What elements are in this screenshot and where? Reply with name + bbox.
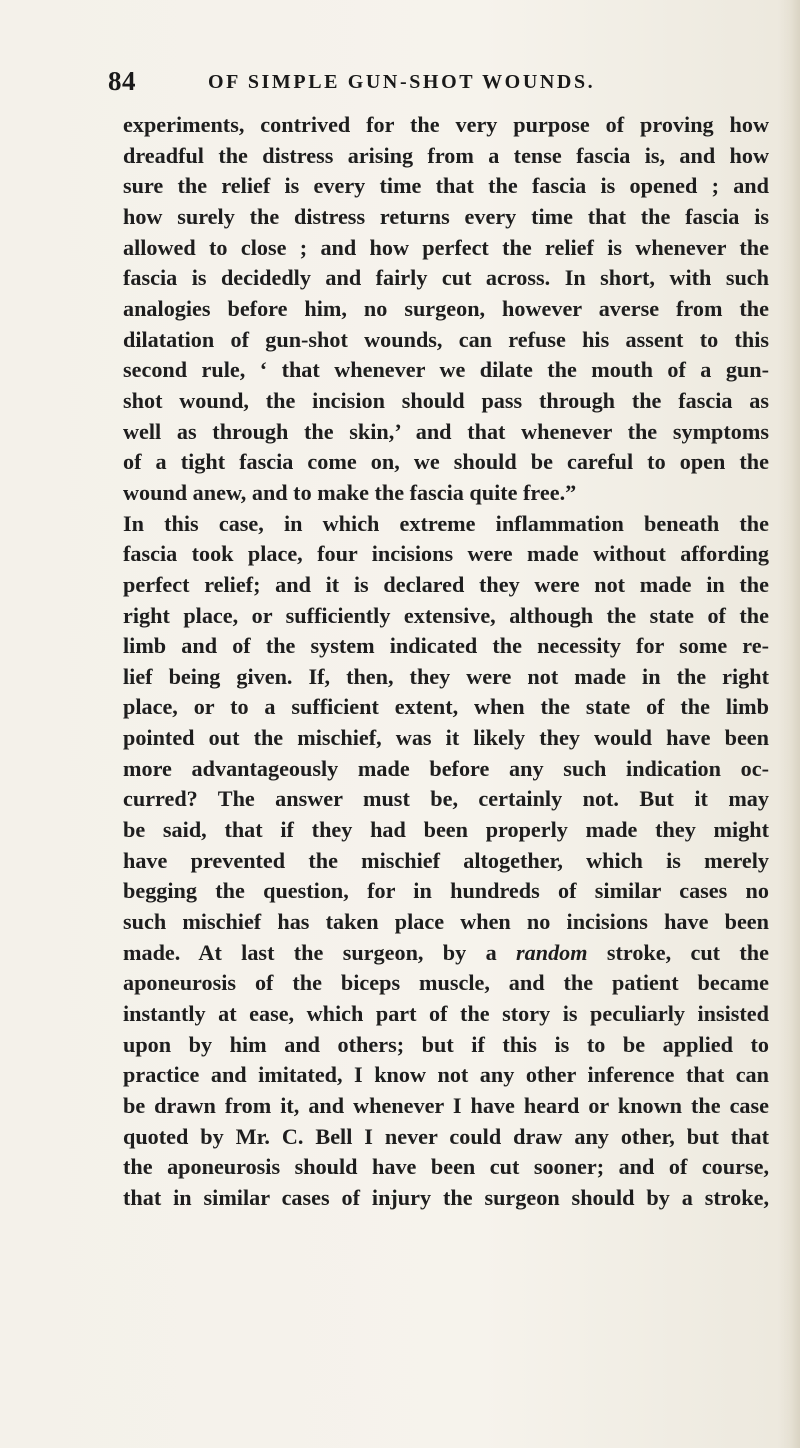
text-line: fascia took place, four incisions were made without affording [123,541,769,567]
text-line: upon by him and others; but if this is to be applied to [123,1031,769,1057]
text-line: begging the question, for in hundreds of similar cases no [123,878,769,904]
text-line: quoted by Mr. C. Bell I never could draw any other, but that [123,1123,769,1149]
text-line: more advantageously made before any such indication oc- [123,755,769,781]
text-line: aponeurosis of the biceps muscle, and the patient became [123,970,769,996]
text-line: place, or to a sufficient extent, when the state of the limb [123,694,769,720]
text-line: such mischief has taken place when no incisions have been [123,909,769,935]
text-line: curred? The answer must be, certainly not. But it may [123,786,769,812]
text-line: In this case, in which extreme inflammation beneath the [123,510,769,536]
text-segment: stroke, cut the [587,939,769,965]
text-line: be said, that if they had been properly made they might [123,817,769,843]
text-line: experiments, contrived for the very purpose of proving how [123,112,769,137]
text-line: that in similar cases of injury the surgeon should by a stroke, [123,1184,769,1210]
text-segment: made. At last the surgeon, by a [123,939,516,965]
text-line: be drawn from it, and whenever I have heard or known the case [123,1093,769,1118]
text-line: dreadful the distress arising from a tense fascia is, and how [123,142,769,168]
paragraph-2 [123,509,769,1214]
text-line: practice and imitated, I know not any other inference that can [123,1062,769,1088]
page-edge-shadow [778,0,800,1448]
text-line: right place, or sufficiently extensive, although the state of the [123,602,769,628]
text-line-with-italic [123,938,769,969]
text-line: dilatation of gun-shot wounds, can refuse his assent to this [123,326,769,352]
text-line: analogies before him, no surgeon, however averse from the [123,295,769,321]
italic-word: random [516,939,588,965]
text-line: perfect relief; and it is declared they were not made in the [123,571,769,597]
text-line: second rule, ‘ that whenever we dilate the mouth of a gun- [123,357,769,383]
text-line: of a tight fascia come on, we should be careful to open the [123,449,769,475]
running-head: OF SIMPLE GUN-SHOT WOUNDS. [208,71,596,93]
text-line: how surely the distress returns every time that the fascia is [123,203,769,229]
paragraph-1 [123,110,769,509]
text-line: sure the relief is every time that the fascia is opened ; and [123,173,769,199]
body-text [123,110,769,1214]
text-line: the aponeurosis should have been cut sooner; and of course, [123,1154,769,1180]
text-line: lief being given. If, then, they were not made in the right [123,663,769,689]
text-line: well as through the skin,’ and that whenever the symptoms [123,418,769,444]
text-line: shot wound, the incision should pass through the fascia as [123,387,769,413]
text-line: have prevented the mischief altogether, which is merely [123,847,769,873]
page-number: 84 [108,66,136,96]
text-line: instantly at ease, which part of the story is peculiarly insisted [123,1001,769,1027]
text-line: pointed out the mischief, was it likely they would have been [123,725,769,751]
text-line: fascia is decidedly and fairly cut across. In short, with such [123,265,769,291]
text-line: limb and of the system indicated the necessity for some re- [123,633,769,659]
text-line: allowed to close ; and how perfect the relief is whenever the [123,234,769,260]
page-header [108,66,668,106]
text-line-last: wound anew, and to make the fascia quite free.” [123,479,577,505]
